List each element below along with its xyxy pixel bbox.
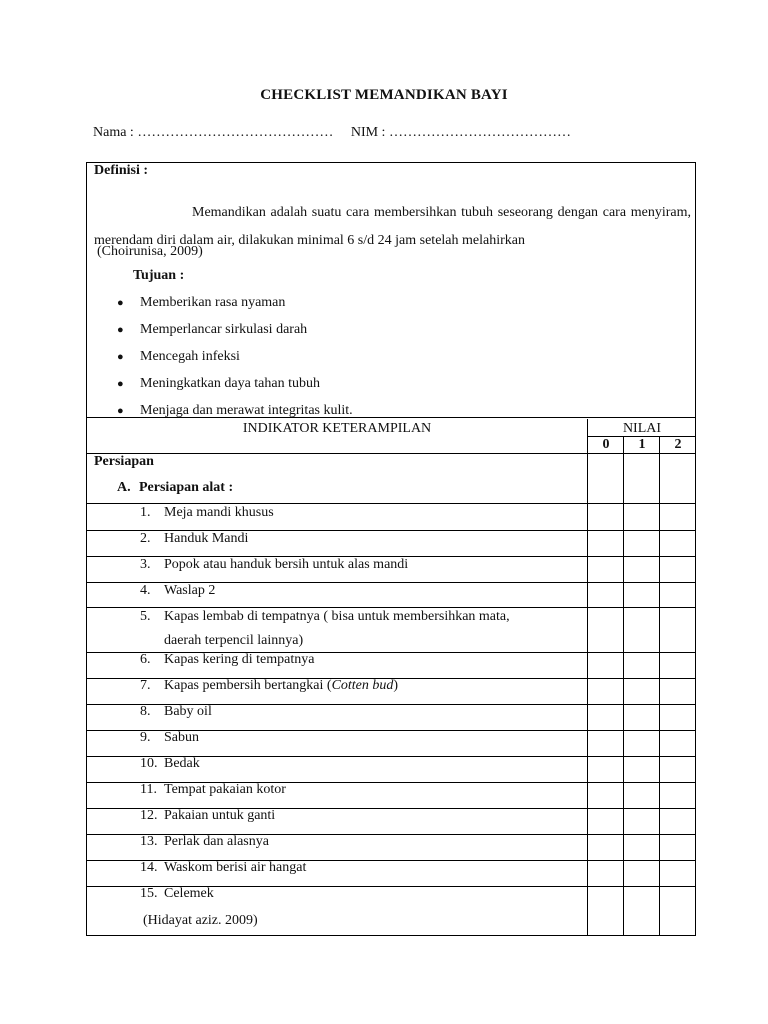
checklist-item: 5. Kapas lembab di tempatnya ( bisa untuk membersihkan mata, daerah terpencil lainnya): [140, 609, 510, 648]
checklist-item: 3. Popok atau handuk bersih untuk alas mandi: [140, 557, 409, 572]
section-title: Persiapan: [94, 454, 154, 469]
checklist-item: 11. Tempat pakaian kotor: [140, 782, 286, 797]
score-header-2: 2: [674, 437, 682, 452]
bullet-icon: ●: [117, 405, 124, 417]
checklist-item: 12. Pakaian untuk ganti: [140, 808, 276, 823]
checklist-item: 13. Perlak dan alasnya: [140, 834, 269, 849]
nim-field[interactable]: NIM : …………………………………: [350, 125, 571, 140]
definition-heading: Definisi :: [94, 163, 149, 178]
bullet-icon: ●: [117, 378, 124, 390]
col-divider: [623, 436, 624, 936]
tujuan-item: ● Memperlancar sirkulasi darah: [117, 322, 308, 337]
bullet-icon: ●: [117, 351, 124, 363]
subsection-title: A. Persiapan alat :: [117, 480, 234, 495]
checklist-item: 4. Waslap 2: [140, 583, 216, 598]
checklist-frame: [86, 162, 696, 936]
tujuan-item: ● Memberikan rasa nyaman: [117, 295, 286, 310]
checklist-item: 9. Sabun: [140, 730, 199, 745]
tujuan-item: ● Mencegah infeksi: [117, 349, 240, 364]
identity-line: [93, 125, 693, 141]
document-title: CHECKLIST MEMANDIKAN BAYI: [260, 87, 508, 103]
table-citation: (Hidayat aziz. 2009): [143, 913, 258, 928]
tujuan-item: ● Meningkatkan daya tahan tubuh: [117, 376, 321, 391]
col-divider: [659, 436, 660, 936]
checklist-item: 7. Kapas pembersih bertangkai (Cotten bud): [140, 678, 399, 693]
tujuan-heading: Tujuan :: [133, 268, 185, 283]
tujuan-list: [113, 294, 673, 429]
indicator-header: INDIKATOR KETERAMPILAN: [242, 421, 432, 436]
checklist-item: 8. Baby oil: [140, 704, 212, 719]
checklist-item: 14. Waskom berisi air hangat: [140, 860, 307, 875]
definition-citation: (Choirunisa, 2009): [97, 244, 203, 259]
checklist-item: 15. Celemek: [140, 886, 214, 901]
definition-paragraph: Memandikan adalah suatu cara membersihkan tubuh seseorang dengan cara menyiram, merendam diri dalam air, dilakukan minimal 6 s/d 24 jam setelah melahirkan: [94, 205, 691, 248]
score-header-1: 1: [638, 437, 646, 452]
checklist-item: 2. Handuk Mandi: [140, 531, 249, 546]
nilai-header: NILAI: [622, 421, 662, 436]
bullet-icon: ●: [117, 297, 124, 309]
score-header-0: 0: [602, 437, 610, 452]
definition-box: [87, 163, 695, 418]
checklist-item: 10. Bedak: [140, 756, 200, 771]
row-divider: [87, 503, 695, 504]
nama-field[interactable]: Nama : ……………………………………: [93, 125, 334, 140]
tujuan-item: ● Menjaga dan merawat integritas kulit.: [117, 403, 353, 418]
bullet-icon: ●: [117, 324, 124, 336]
checklist-item: 1. Meja mandi khusus: [140, 505, 274, 520]
checklist-item: 6. Kapas kering di tempatnya: [140, 652, 315, 667]
